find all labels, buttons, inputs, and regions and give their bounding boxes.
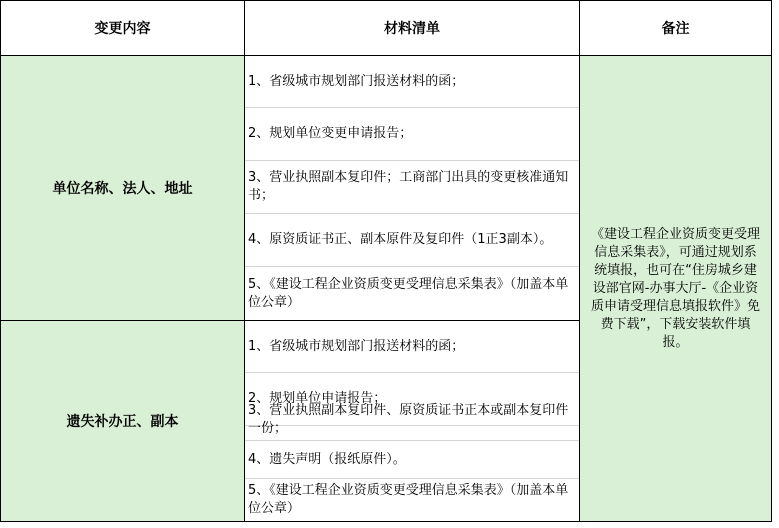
category-name-legal-address: 单位名称、法人、地址 [52, 181, 193, 197]
group1-item-1: 1、省级城市规划部门报送材料的函； [248, 73, 465, 89]
group2-item-4: 4、遗失声明（报纸原件）。 [248, 451, 406, 467]
group2-item-1: 1、省级城市规划部门报送材料的函； [248, 338, 465, 354]
remarks-note: 《建设工程企业资质变更受理信息采集表》，可通过规划系统填报，也可在“住房城乡建设部官网-办事大厅-《企业资质申请受理信息填报软件》免费下载”，下载安装软件填报。 [590, 226, 760, 350]
header-remarks: 备注 [661, 21, 690, 37]
header-change-content: 变更内容 [94, 21, 151, 37]
group2-item-5: 5、《建设工程企业资质变更受理信息采集表》（加盖本单位公章） [248, 483, 569, 516]
group2-item-2: 2、规划单位申请报告； [248, 391, 387, 406]
category-lost-replacement: 遗失补办正、副本 [66, 414, 179, 430]
group1-item-5: 5、《建设工程企业资质变更受理信息采集表》（加盖本单位公章） [248, 276, 569, 310]
group1-item-3: 3、营业执照副本复印件；工商部门出具的变更核准通知书； [248, 170, 569, 203]
group1-item-4: 4、原资质证书正、副本原件及复印件（1正3副本）。 [248, 232, 553, 247]
header-materials-list: 材料清单 [384, 21, 440, 37]
group1-item-2: 2、规划单位变更申请报告； [248, 126, 413, 141]
group2-item-3: 3、营业执照副本复印件、原资质证书正本或副本复印件一份； [248, 402, 569, 436]
